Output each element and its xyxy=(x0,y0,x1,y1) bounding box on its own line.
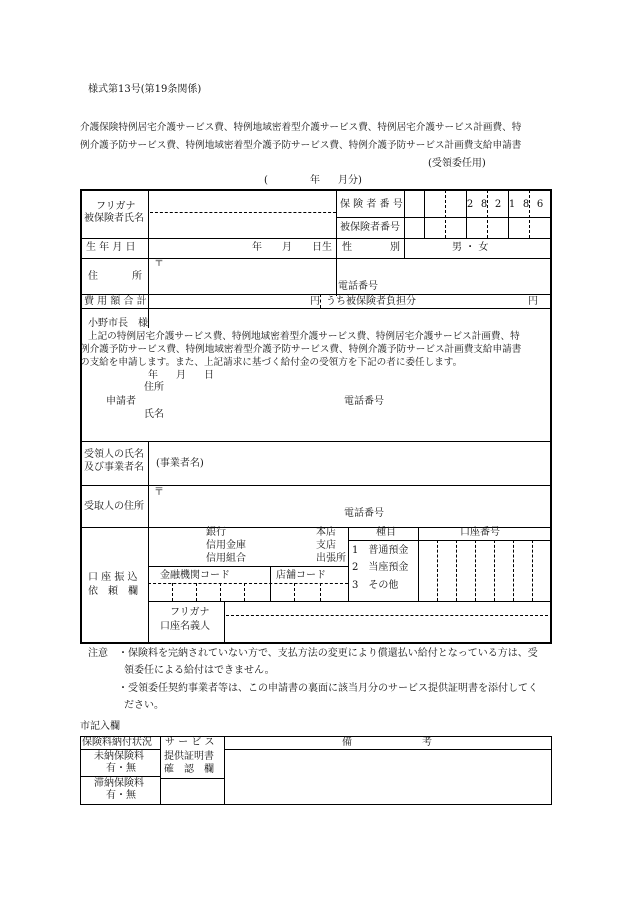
holder-furigana-label: フリガナ xyxy=(170,607,210,618)
account-type-3: 3 その他 xyxy=(352,580,399,591)
postal-mark: 〒 xyxy=(154,258,164,269)
sex-label-2: 別 xyxy=(390,242,400,253)
account-type-2: 2 当座預金 xyxy=(352,562,409,573)
form-number: 様式第13号(第19条関係) xyxy=(88,84,202,95)
application-month: 月 xyxy=(176,370,186,381)
applicant-phone: 電話番号 xyxy=(344,396,384,407)
receiver-name-label-2: 及び事業者名 xyxy=(84,462,144,473)
applicant-address: 住所 xyxy=(144,382,164,393)
notes-label: 注意 xyxy=(88,648,108,659)
application-year: 年 xyxy=(148,370,158,381)
bank-type-credit-bank: 信用金庫 xyxy=(206,540,246,551)
account-header: 口座番号 xyxy=(460,527,500,538)
application-body-1: 上記の特例居宅介護サービス費、特例地域密着型介護サービス費、特例居宅介護サービス計画費、特 xyxy=(88,331,520,342)
furigana-label: フリガナ xyxy=(96,201,136,212)
city-use-label: 市記入欄 xyxy=(80,721,120,732)
receiver-postal-mark: 〒 xyxy=(154,487,164,498)
business-name: (事業者名) xyxy=(156,458,204,469)
cost-yen: 円 xyxy=(310,296,320,307)
remarks-header: 備 考 xyxy=(342,737,432,748)
bank-section-label-1: 口 座 振 込 xyxy=(88,572,138,583)
branch-sub-branch: 出張所 xyxy=(316,553,346,564)
period-year: 年 xyxy=(310,175,320,186)
bank-type-bank: 銀行 xyxy=(206,527,226,538)
birth-date-label: 生 年 月 日 xyxy=(86,242,136,253)
phone-label: 電話番号 xyxy=(338,281,378,292)
sex-options: 男 ・ 女 xyxy=(452,242,489,253)
period-open: ( xyxy=(264,175,268,186)
service-header: サ ー ビ ス xyxy=(165,737,215,748)
insurer-digit: 8 xyxy=(522,199,530,210)
application-body-2: 例介護予防サービス費、特例地域密着型介護予防サービス費、特例介護予防サービス計画費支給申請書 xyxy=(80,344,522,355)
form-subtitle: (受領委任用) xyxy=(428,158,486,169)
insurer-digit: 8 xyxy=(480,199,488,210)
note-1a: ・保険料を完納されていない方で、支払方法の変更により償還払い給付となっている方は、受 xyxy=(118,648,538,659)
insurer-number-label: 保 険 者 番 号 xyxy=(340,199,403,210)
arrears-options: 有・無 xyxy=(106,790,136,801)
insurer-digit: 1 xyxy=(508,199,516,210)
insurer-digit: 2 xyxy=(466,199,474,210)
type-header: 種目 xyxy=(376,527,396,538)
address-label: 住 xyxy=(88,271,98,282)
arrears-label: 滞納保険料 xyxy=(94,778,144,789)
receiver-name-label-1: 受領人の氏名 xyxy=(84,449,144,460)
insured-name-label: 被保険者氏名 xyxy=(84,213,144,224)
form-title-line2: 例介護予防サービス費、特例地域密着型介護予防サービス費、特例介護予防サービス計画費支給申請書 xyxy=(80,140,522,151)
insurer-digit: 6 xyxy=(536,199,544,210)
note-2a: ・受領委任契約事業者等は、この申請書の裏面に該当月分のサービス提供証明書を添付してく xyxy=(118,683,538,694)
application-body-3: の支給を申請します。また、上記請求に基づく給付金の受領方を下記の者に委任します。 xyxy=(80,357,463,368)
receiver-phone: 電話番号 xyxy=(344,508,384,519)
payment-status-header: 保険料納付状況 xyxy=(82,737,152,748)
branch-code-label: 店舗コード xyxy=(276,570,326,581)
insurer-digit: 2 xyxy=(494,199,502,210)
addressee: 小野市長 様 xyxy=(88,318,148,329)
insured-number-label: 被保険者番号 xyxy=(340,222,400,233)
account-type-1: 1 普通預金 xyxy=(352,545,409,556)
self-pay-label: うち被保険者負担分 xyxy=(326,296,416,307)
branch-head-office: 本店 xyxy=(316,527,336,538)
sex-label: 性 xyxy=(342,242,352,253)
address-label-2: 所 xyxy=(132,271,142,282)
institution-code-label: 金融機関コード xyxy=(160,570,230,581)
receiver-address-label: 受取人の住所 xyxy=(84,501,144,512)
branch-branch: 支店 xyxy=(316,540,336,551)
bank-section-label-2: 依 頼 欄 xyxy=(88,586,138,597)
application-day: 日 xyxy=(204,370,214,381)
self-pay-yen: 円 xyxy=(528,296,538,307)
cert-label-1: 提供証明書 xyxy=(164,751,214,762)
birth-year: 年 xyxy=(252,242,262,253)
unpaid-options: 有・無 xyxy=(106,763,136,774)
note-2b: ださい。 xyxy=(124,700,164,711)
bank-type-credit-union: 信用組合 xyxy=(206,553,246,564)
cert-label-2: 確 認 欄 xyxy=(164,764,214,775)
birth-month: 月 xyxy=(282,242,292,253)
account-holder-label: 口座名義人 xyxy=(160,621,210,632)
birth-day: 日生 xyxy=(312,242,332,253)
unpaid-label: 未納保険料 xyxy=(94,751,144,762)
form-title-line1: 介護保険特例居宅介護サービス費、特例地域密着型介護サービス費、特例居宅介護サービス計画費、特 xyxy=(80,122,522,133)
applicant-name: 氏名 xyxy=(144,409,164,420)
applicant-label: 申請者 xyxy=(106,396,136,407)
note-1b: 領委任による給付はできません。 xyxy=(124,665,275,676)
period-month: 月分) xyxy=(338,175,362,186)
cost-total-label: 費 用 額 合 計 xyxy=(84,296,147,307)
